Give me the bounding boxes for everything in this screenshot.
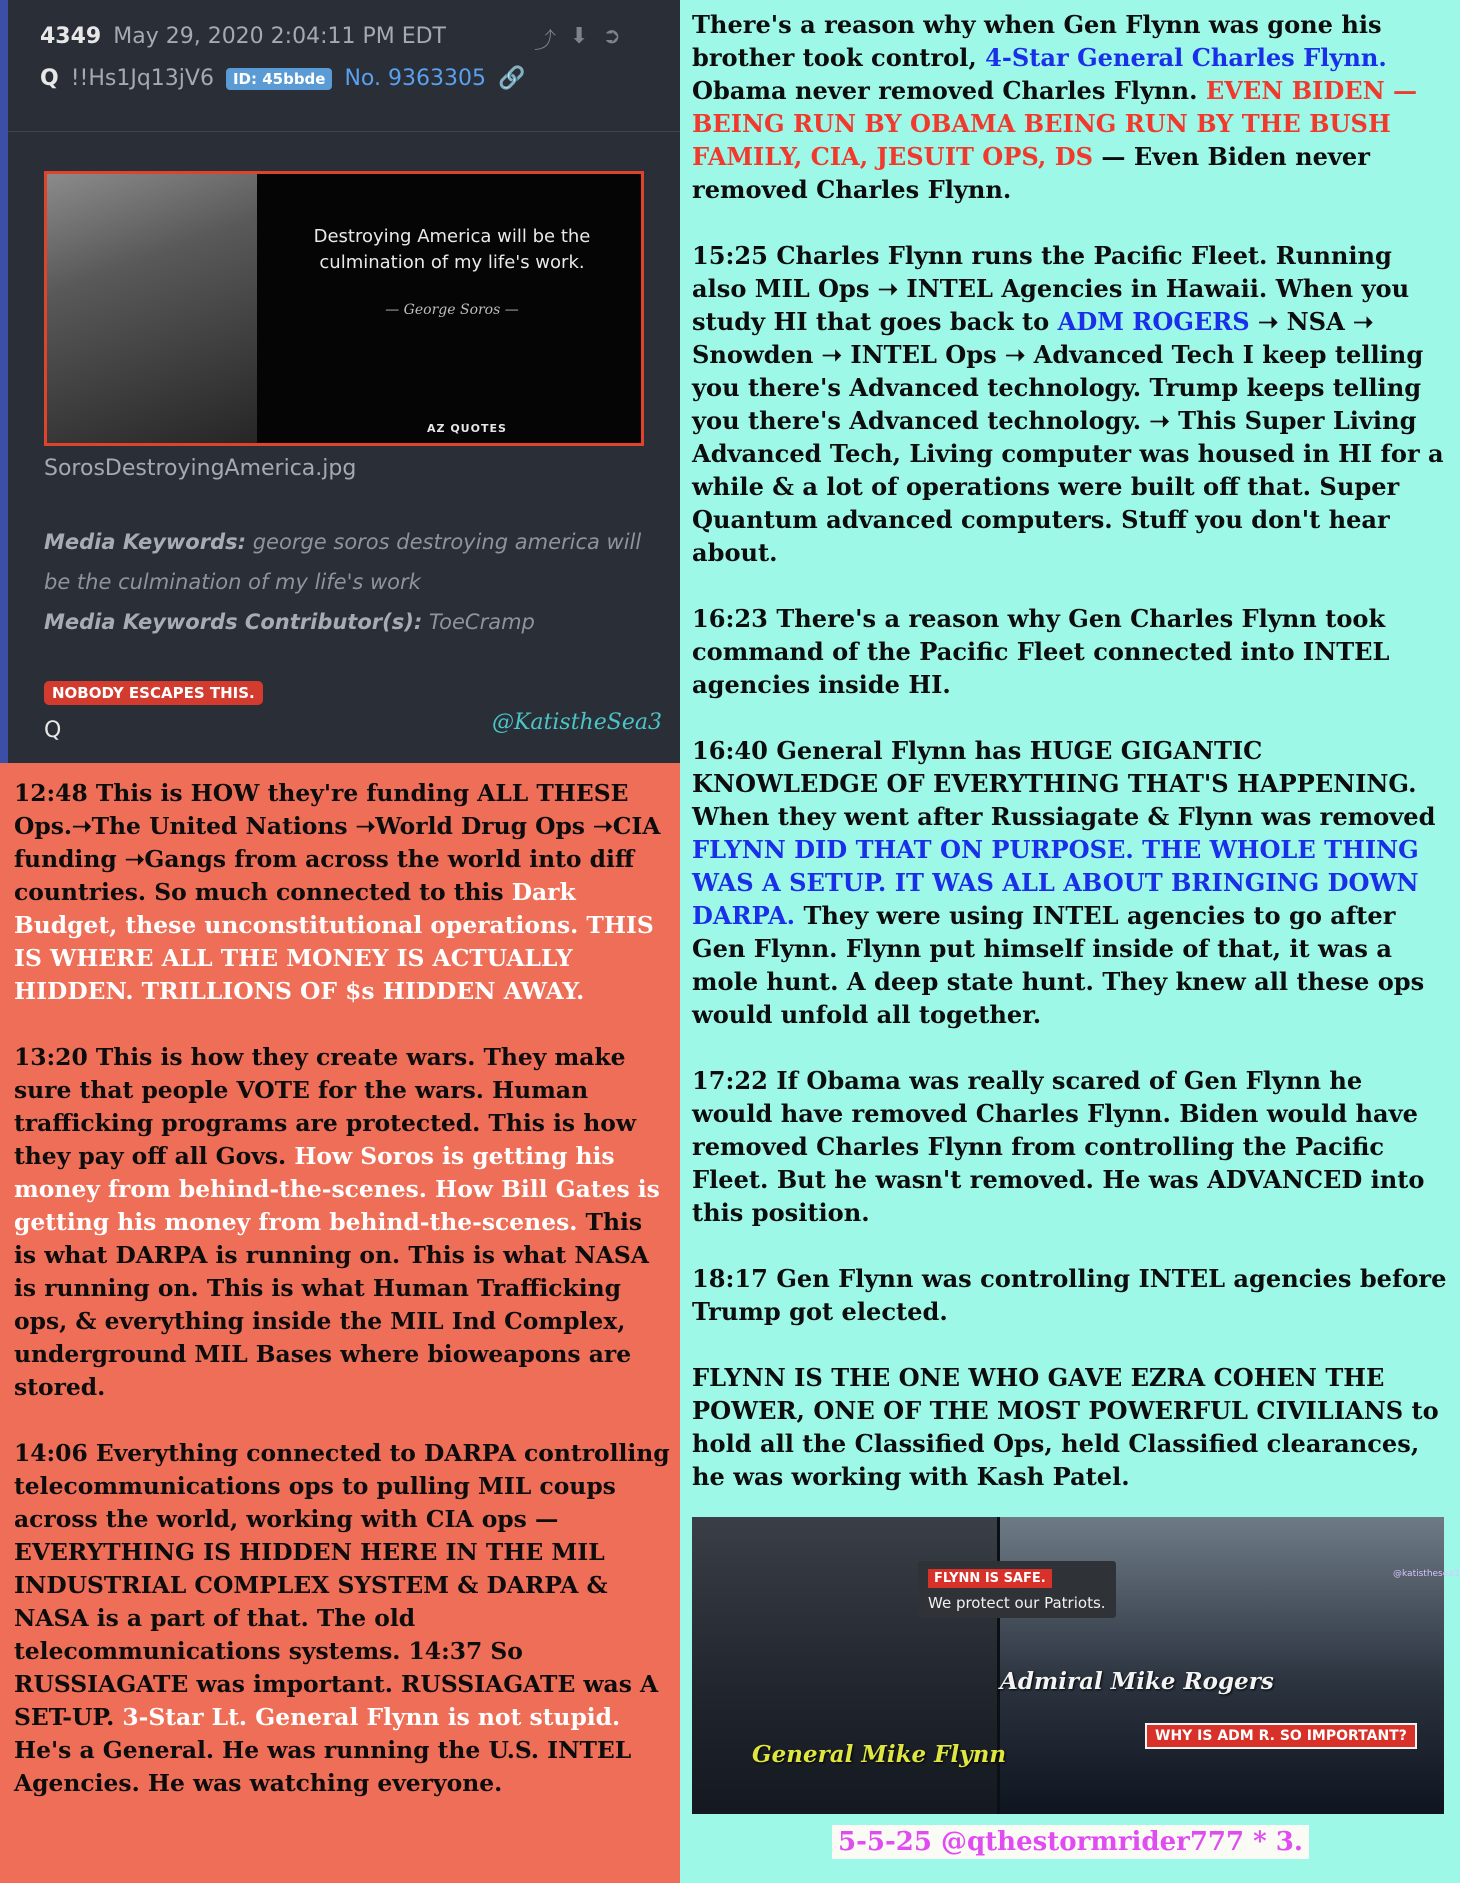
right-paragraph-1 bbox=[692, 8, 1448, 206]
left-p3-highlight: 3-Star Lt. General Flynn is not stupid. bbox=[122, 1703, 621, 1731]
left-p3-text: 14:06 Everything connected to DARPA controlling telecommunications ops to pulling MIL coups across the world, working with CIA ops — EVERYTHING IS HIDDEN HERE IN THE MIL INDUSTRIAL COMPLEX SYSTEM & DARPA & NASA is a part of that. The old telecommunications systems. 14:37 So RUSSIAGATE was important. RUSSIAGATE was A SET-UP. bbox=[14, 1439, 670, 1731]
post-timestamp: May 29, 2020 2:04:11 PM EDT bbox=[113, 24, 446, 49]
flynn-safe-title: FLYNN IS SAFE. bbox=[928, 1569, 1052, 1588]
right-p1-text-2: Obama never removed Charles Flynn. bbox=[692, 76, 1206, 105]
image-filename[interactable]: SorosDestroyingAmerica.jpg bbox=[44, 456, 357, 481]
media-keywords-value: george soros destroying america will be the culmination of my life's work bbox=[44, 530, 642, 594]
share-icon[interactable]: ⤴ bbox=[534, 29, 557, 54]
arrow-right-icon[interactable]: ➲ bbox=[602, 24, 621, 49]
post-divider bbox=[8, 131, 680, 132]
general-label: General Mike Flynn bbox=[752, 1741, 1007, 1768]
image-quote-text: Destroying America will be the culmination of my life's work. bbox=[313, 226, 591, 273]
left-text-panel bbox=[0, 763, 680, 1883]
post-accent-bar bbox=[0, 0, 8, 763]
post-number-link[interactable]: No. 9363305 bbox=[344, 66, 486, 91]
poster-tripcode: !!Hs1Jq13jV6 bbox=[70, 66, 214, 91]
download-icon[interactable]: ⬇ bbox=[570, 24, 589, 49]
left-p1-text: 12:48 This is HOW they're funding ALL THESE Ops.➝The United Nations ➝World Drug Ops ➝CIA funding ➝Gangs from across the world into diff countries. So much connected to this bbox=[14, 779, 661, 906]
media-keywords bbox=[44, 522, 644, 642]
media-keywords-label: Media Keywords: bbox=[44, 530, 247, 554]
post-header-line1 bbox=[40, 24, 446, 49]
right-paragraph-4 bbox=[692, 734, 1448, 1031]
right-p4-text-2: They were using INTEL agencies to go after Gen Flynn. Flynn put himself inside of that, it was a mole hunt. A deep state hunt. They knew all these ops would unfold all together. bbox=[692, 901, 1425, 1029]
right-p1-text: There's a reason why when Gen Flynn was gone his brother took control, bbox=[692, 10, 1382, 72]
right-p4-blue: FLYNN DID THAT ON PURPOSE. THE WHOLE THING WAS A SETUP. IT WAS ALL ABOUT BRINGING DOWN DARPA. bbox=[692, 835, 1419, 930]
left-p1-highlight: Dark Budget, these unconstitutional operations. THIS IS WHERE ALL THE MONEY IS ACTUALLY HIDDEN. TRILLIONS OF $s HIDDEN AWAY. bbox=[14, 878, 654, 1005]
post-signature: Q bbox=[44, 718, 62, 743]
post-header-line2 bbox=[40, 66, 525, 91]
post-image[interactable] bbox=[44, 171, 644, 446]
watermark: @KatistheSea3 bbox=[492, 710, 662, 735]
left-p3-text-cont: He's a General. He was running the U.S. INTEL Agencies. He was watching everyone. bbox=[14, 1736, 632, 1797]
right-paragraph-2 bbox=[692, 239, 1448, 569]
left-p2-highlight: How Soros is getting his money from behind-the-scenes. How Bill Gates is getting his money from behind-the-scenes. bbox=[14, 1142, 660, 1236]
left-paragraph-2 bbox=[14, 1041, 670, 1404]
right-paragraph-6: 18:17 Gen Flynn was controlling INTEL agencies before Trump got elected. bbox=[692, 1264, 1447, 1326]
portrait-photo bbox=[47, 174, 257, 443]
image-quote-author: — George Soros — bbox=[385, 302, 519, 318]
highlight-badge: NOBODY ESCAPES THIS. bbox=[44, 681, 263, 705]
admiral-label: Admiral Mike Rogers bbox=[1000, 1668, 1274, 1695]
left-paragraph-3 bbox=[14, 1437, 670, 1800]
right-paragraph-3: 16:23 There's a reason why Gen Charles Flynn took command of the Pacific Fleet connected into INTEL agencies inside HI. bbox=[692, 604, 1390, 699]
right-p4-text: 16:40 General Flynn has HUGE GIGANTIC KNOWLEDGE OF EVERYTHING THAT'S HAPPENING. When they went after Russiagate & Flynn was removed bbox=[692, 736, 1436, 831]
flynn-safe-subtitle: We protect our Patriots. bbox=[928, 1594, 1106, 1612]
right-p1-blue: 4-Star General Charles Flynn. bbox=[985, 43, 1387, 72]
left-p2-text: 13:20 This is how they create wars. They make sure that people VOTE for the wars. Human trafficking programs are protected. This is how they pay off all Govs. bbox=[14, 1043, 636, 1170]
right-text-panel bbox=[680, 0, 1456, 1515]
right-p2-text-2: ➝ NSA ➝ Snowden ➝ INTEL Ops ➝ Advanced Tech I keep telling you there's Advanced technology. Trump keeps telling you there's Advanced technology. ➝ This Super Living Advanced Tech, Living computer was housed in HI for a while & a lot of operations were built off that. Super Quantum advanced computers. Stuff you don't hear about. bbox=[692, 307, 1444, 567]
flynn-rogers-photo bbox=[692, 1517, 1460, 1814]
right-p1-text-3: — Even Biden never removed Charles Flynn. bbox=[692, 142, 1370, 204]
contributor-value: ToeCramp bbox=[428, 610, 535, 634]
poster-id-badge[interactable]: ID: 45bbde bbox=[226, 68, 333, 90]
left-paragraph-1 bbox=[14, 777, 670, 1008]
question-label: WHY IS ADM R. SO IMPORTANT? bbox=[1145, 1723, 1417, 1749]
q-post bbox=[0, 0, 680, 763]
right-p2-text: 15:25 Charles Flynn runs the Pacific Fleet. Running also MIL Ops ➝ INTEL Agencies in Hawaii. When you study HI that goes back to bbox=[692, 241, 1410, 336]
image-brand: AZ QUOTES bbox=[427, 422, 507, 435]
right-paragraph-7: FLYNN IS THE ONE WHO GAVE EZRA COHEN THE POWER, ONE OF THE MOST POWERFUL CIVILIANS to hold all the Classified Ops, held Classified clearances, he was working with Kash Patel. bbox=[692, 1363, 1439, 1491]
right-p1-red: EVEN BIDEN — BEING RUN BY OBAMA BEING RUN BY THE BUSH FAMILY, CIA, JESUIT OPS, DS bbox=[692, 76, 1418, 171]
right-p2-blue: ADM ROGERS bbox=[1057, 307, 1250, 336]
footer-credit: 5-5-25 @qthestormrider777 * 3. bbox=[832, 1825, 1309, 1859]
post-actions bbox=[534, 24, 621, 55]
post-number[interactable]: 4349 bbox=[40, 24, 102, 49]
link-icon[interactable]: 🔗 bbox=[497, 66, 526, 91]
left-p2-text-cont: This is what DARPA is running on. This is what NASA is running on. This is what Human Trafficking ops, & everything inside the MIL Ind Complex, underground MIL Bases where bioweapons are stored. bbox=[14, 1208, 649, 1401]
poster-name: Q bbox=[40, 66, 59, 91]
photo-handle: @katisthesea3 bbox=[1393, 1569, 1460, 1579]
contributor-label: Media Keywords Contributor(s): bbox=[44, 610, 423, 634]
flynn-safe-caption bbox=[918, 1561, 1116, 1618]
right-paragraph-5: 17:22 If Obama was really scared of Gen Flynn he would have removed Charles Flynn. Biden would have removed Charles Flynn from controlling the Pacific Fleet. But he wasn't removed. He was ADVANCED into this position. bbox=[692, 1066, 1425, 1227]
